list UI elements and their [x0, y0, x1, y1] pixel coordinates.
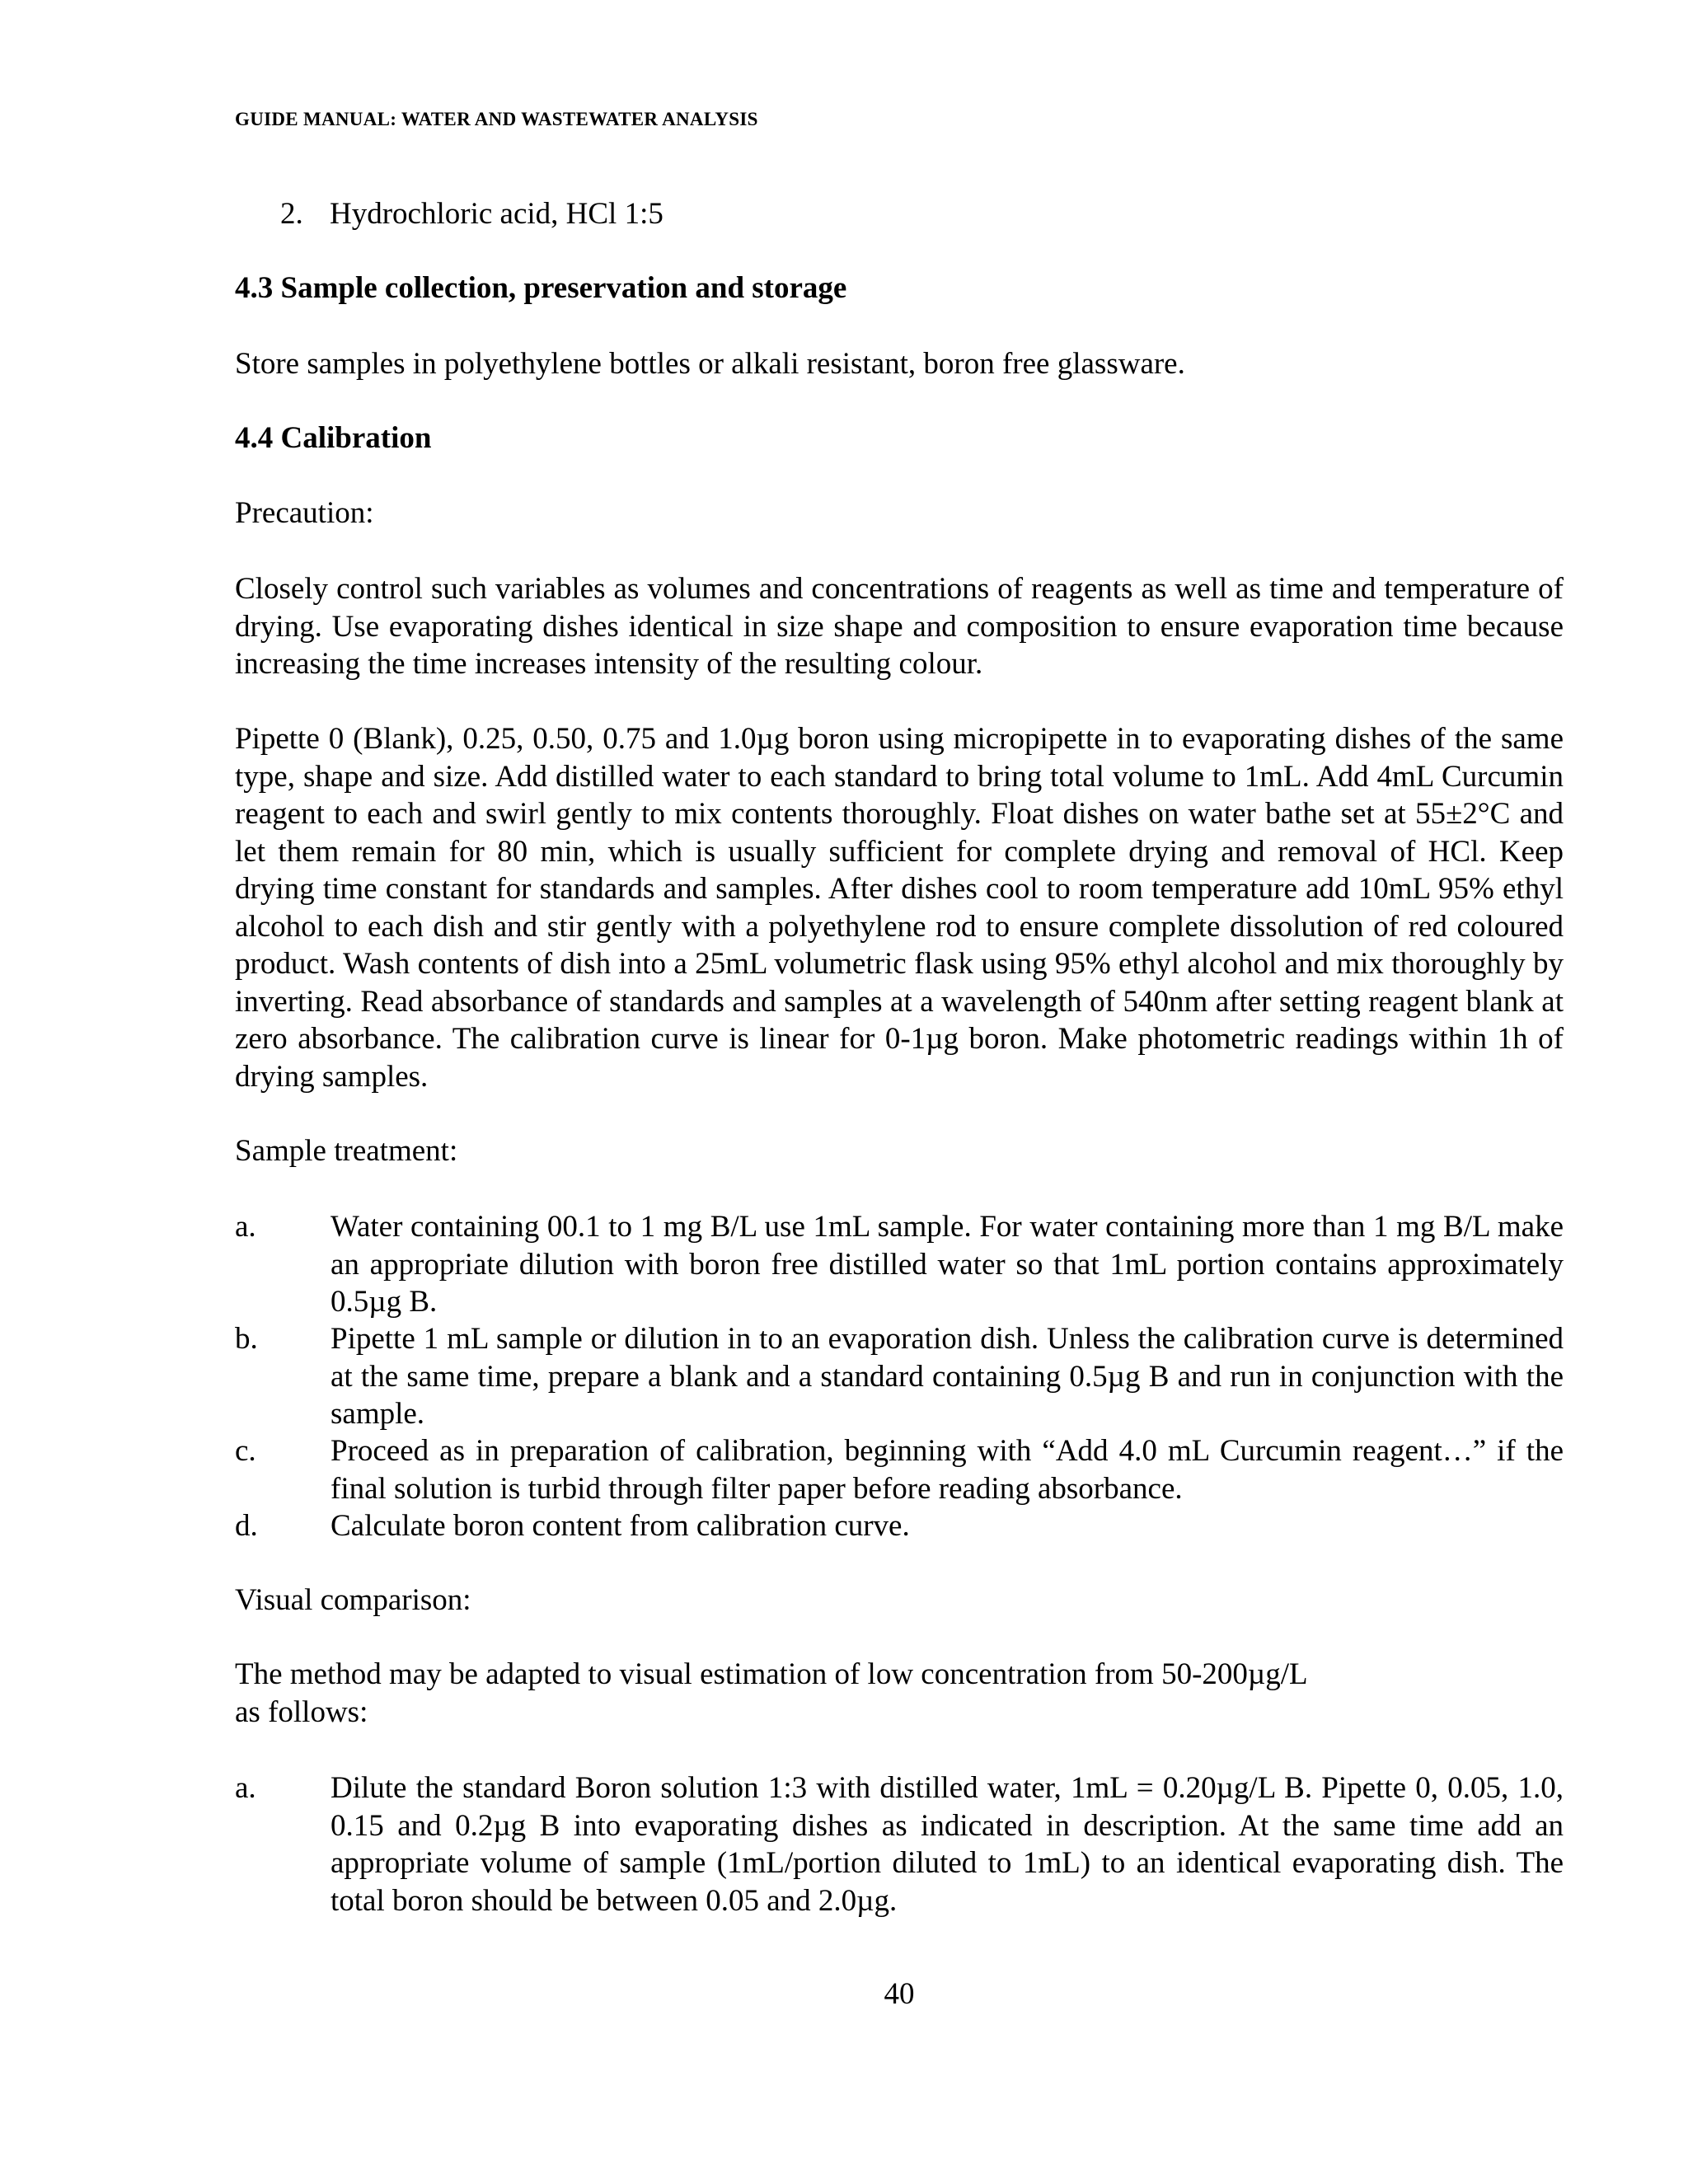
reagent-list-item — [280, 196, 663, 232]
visual-comparison-item — [235, 1769, 1564, 1919]
sample-treatment-label: Sample treatment: — [235, 1134, 458, 1168]
sample-treatment-item — [235, 1432, 1564, 1507]
section-heading-4-3: 4.3 Sample collection, preservation and storage — [235, 271, 847, 305]
section-heading-4-4: 4.4 Calibration — [235, 421, 432, 455]
list-item-text: Proceed as in preparation of calibration, beginning with “Add 4.0 mL Curcumin reagent…” if the final solution is turbid through filter paper before reading absorbance. — [331, 1434, 1564, 1506]
storage-text: Store samples in polyethylene bottles or alkali resistant, boron free glassware. — [235, 347, 1185, 381]
list-marker: d. — [235, 1509, 258, 1543]
list-marker: c. — [235, 1434, 256, 1468]
precaution-label: Precaution: — [235, 496, 374, 530]
list-marker: a. — [235, 1771, 256, 1805]
sample-treatment-item — [235, 1320, 1564, 1433]
list-item-text: Dilute the standard Boron solution 1:3 with distilled water, 1mL = 0.20µg/L B. Pipette 0, 0.05, 1.0, 0.15 and 0.2µg B into evaporating dishes as indicated in description. At the same time add an appropriate volume of sample (1mL/portion diluted to 1mL) to an identical evaporating dish. The total boron should be between 0.05 and 2.0µg. — [331, 1771, 1564, 1918]
list-item-text: Water containing 00.1 to 1 mg B/L use 1mL sample. For water containing more than 1 mg B/L make an appropriate dilution with boron free distilled water so that 1mL portion contains approximately 0.5µg B. — [331, 1210, 1564, 1319]
reagent-item-number: 2. — [280, 197, 303, 231]
running-header: GUIDE MANUAL: WATER AND WASTEWATER ANALYSIS — [235, 109, 758, 129]
calibration-procedure-paragraph: Pipette 0 (Blank), 0.25, 0.50, 0.75 and 1.0µg boron using micropipette in to evaporating dishes of the same type, shape and size. Add distilled water to each standard to bring total volume to 1mL. Add 4mL Curcumin reagent to each and swirl gently to mix contents thoroughly. Float dishes on water bathe set at 55±2°C and let them remain for 80 min, which is usually sufficient for complete drying and removal of HCl. Keep drying time constant for standards and samples. After dishes cool to room temperature add 10mL 95% ethyl alcohol to each dish and stir gently with a polyethylene rod to ensure complete dissolution of red coloured product. Wash contents of dish into a 25mL volumetric flask using 95% ethyl alcohol and mix thoroughly by inverting. Read absorbance of standards and samples at a wavelength of 540nm after setting reagent blank at zero absorbance. The calibration curve is linear for 0-1µg boron. Make photometric readings within 1h of drying samples. — [235, 722, 1564, 1094]
visual-comparison-intro-line1: The method may be adapted to visual estimation of low concentration from 50-200µg/L — [235, 1657, 1308, 1691]
sample-treatment-item — [235, 1208, 1564, 1321]
list-item-text: Calculate boron content from calibration curve. — [331, 1509, 910, 1543]
visual-comparison-intro-line2: as follows: — [235, 1695, 368, 1729]
list-marker: b. — [235, 1322, 258, 1356]
visual-comparison-label: Visual comparison: — [235, 1583, 471, 1617]
page-number: 40 — [884, 1977, 915, 2011]
list-marker: a. — [235, 1210, 256, 1244]
sample-treatment-item — [235, 1507, 1564, 1545]
reagent-item-text: Hydrochloric acid, HCl 1:5 — [330, 197, 663, 231]
list-item-text: Pipette 1 mL sample or dilution in to an evaporation dish. Unless the calibration curve is determined at the same time, prepare a blank and a standard containing 0.5µg B and run in conjunction with the sample. — [331, 1322, 1564, 1431]
precaution-paragraph: Closely control such variables as volumes and concentrations of reagents as well as time and temperature of drying. Use evaporating dishes identical in size shape and composition to ensure evaporation time because increasing the time increases intensity of the resulting colour. — [235, 572, 1564, 681]
